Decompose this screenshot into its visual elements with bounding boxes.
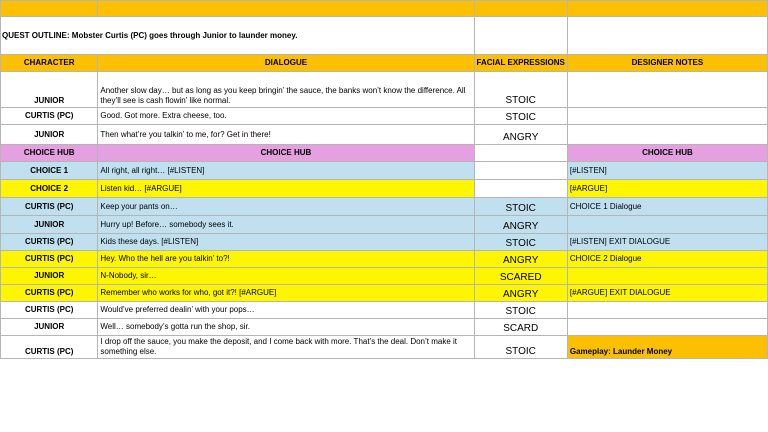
designer-notes-cell[interactable]: [#LISTEN] bbox=[567, 162, 767, 180]
dialogue-cell[interactable]: Hey. Who the hell are you talkin’ to?! bbox=[98, 251, 474, 268]
designer-notes-cell[interactable] bbox=[567, 302, 767, 319]
character-cell[interactable]: CURTIS (PC) bbox=[1, 198, 98, 216]
dialogue-row bbox=[1, 125, 768, 145]
character-cell[interactable]: CHOICE 2 bbox=[1, 180, 98, 198]
facial-expression-cell[interactable]: ANGRY bbox=[474, 251, 567, 268]
facial-expression-cell[interactable]: STOIC bbox=[474, 198, 567, 216]
dialogue-cell[interactable]: CHOICE HUB bbox=[98, 145, 474, 162]
dialogue-cell[interactable]: N-Nobody, sir… bbox=[98, 268, 474, 285]
dialogue-row bbox=[1, 72, 768, 108]
designer-notes-cell[interactable]: CHOICE 1 Dialogue bbox=[567, 198, 767, 216]
header-character[interactable]: CHARACTER bbox=[1, 55, 98, 72]
header-facial-expressions[interactable]: FACIAL EXPRESSIONS bbox=[474, 55, 567, 72]
dialogue-cell[interactable]: Well… somebody’s gotta run the shop, sir. bbox=[98, 319, 474, 336]
header-dialogue[interactable]: DIALOGUE bbox=[98, 55, 474, 72]
designer-notes-cell[interactable] bbox=[567, 268, 767, 285]
character-cell[interactable]: CURTIS (PC) bbox=[1, 108, 98, 125]
character-cell[interactable]: CHOICE 1 bbox=[1, 162, 98, 180]
quest-outline-row bbox=[1, 17, 768, 55]
character-cell[interactable]: JUNIOR bbox=[1, 216, 98, 234]
designer-notes-cell[interactable] bbox=[567, 319, 767, 336]
character-cell[interactable]: JUNIOR bbox=[1, 72, 98, 108]
character-cell[interactable]: CURTIS (PC) bbox=[1, 302, 98, 319]
band-cell[interactable] bbox=[1, 1, 98, 17]
facial-expression-cell[interactable]: ANGRY bbox=[474, 125, 567, 145]
character-cell[interactable]: JUNIOR bbox=[1, 319, 98, 336]
dialogue-cell[interactable]: Hurry up! Before… somebody sees it. bbox=[98, 216, 474, 234]
designer-notes-cell[interactable] bbox=[567, 125, 767, 145]
dialogue-row bbox=[1, 319, 768, 336]
dialogue-row bbox=[1, 336, 768, 359]
facial-expression-cell[interactable]: SCARD bbox=[474, 319, 567, 336]
dialogue-cell[interactable]: Keep your pants on… bbox=[98, 198, 474, 216]
character-cell[interactable]: JUNIOR bbox=[1, 125, 98, 145]
dialogue-row bbox=[1, 302, 768, 319]
dialogue-row bbox=[1, 145, 768, 162]
dialogue-cell[interactable]: Another slow day… but as long as you keep bringin’ the sauce, the banks won’t know the difference. All they’ll see is cash flowin’ like normal. bbox=[98, 72, 474, 108]
designer-notes-cell[interactable] bbox=[567, 216, 767, 234]
dialogue-row bbox=[1, 108, 768, 125]
facial-expression-cell[interactable]: SCARED bbox=[474, 268, 567, 285]
character-cell[interactable]: CURTIS (PC) bbox=[1, 251, 98, 268]
dialogue-row bbox=[1, 180, 768, 198]
dialogue-cell[interactable]: Then what’re you talkin’ to me, for? Get in there! bbox=[98, 125, 474, 145]
facial-expression-cell[interactable]: ANGRY bbox=[474, 285, 567, 302]
character-cell[interactable]: CURTIS (PC) bbox=[1, 285, 98, 302]
header-row bbox=[1, 55, 768, 72]
dialogue-cell[interactable]: I drop off the sauce, you make the deposit, and I come back with more. That’s the deal. Don’t make it something else. bbox=[98, 336, 474, 359]
facial-expression-cell[interactable] bbox=[474, 162, 567, 180]
dialogue-cell[interactable]: Remember who works for who, got it?! [#ARGUE] bbox=[98, 285, 474, 302]
dialogue-row bbox=[1, 198, 768, 216]
dialogue-cell[interactable]: Kids these days. [#LISTEN] bbox=[98, 234, 474, 251]
facial-expression-cell[interactable]: STOIC bbox=[474, 336, 567, 359]
facial-expression-cell[interactable]: STOIC bbox=[474, 108, 567, 125]
character-cell[interactable]: CURTIS (PC) bbox=[1, 336, 98, 359]
designer-notes-cell[interactable]: CHOICE 2 Dialogue bbox=[567, 251, 767, 268]
top-orange-band bbox=[1, 1, 768, 17]
designer-notes-cell[interactable]: [#LISTEN] EXIT DIALOGUE bbox=[567, 234, 767, 251]
quest-outline-cell[interactable]: QUEST OUTLINE: Mobster Curtis (PC) goes through Junior to launder money. bbox=[1, 17, 475, 55]
facial-expression-cell[interactable]: ANGRY bbox=[474, 216, 567, 234]
designer-notes-cell[interactable] bbox=[567, 72, 767, 108]
facial-expression-cell[interactable]: STOIC bbox=[474, 72, 567, 108]
character-cell[interactable]: CHOICE HUB bbox=[1, 145, 98, 162]
designer-notes-cell[interactable]: [#ARGUE] bbox=[567, 180, 767, 198]
dialogue-cell[interactable]: Good. Got more. Extra cheese, too. bbox=[98, 108, 474, 125]
facial-expression-cell[interactable] bbox=[474, 180, 567, 198]
facial-expression-cell[interactable] bbox=[474, 145, 567, 162]
dialogue-row bbox=[1, 285, 768, 302]
designer-notes-cell[interactable]: CHOICE HUB bbox=[567, 145, 767, 162]
dialogue-cell[interactable]: Listen kid… [#ARGUE] bbox=[98, 180, 474, 198]
empty-cell[interactable] bbox=[474, 17, 567, 55]
dialogue-cell[interactable]: Would’ve preferred dealin’ with your pops… bbox=[98, 302, 474, 319]
band-cell[interactable] bbox=[567, 1, 767, 17]
dialogue-row bbox=[1, 268, 768, 285]
band-cell[interactable] bbox=[98, 1, 474, 17]
dialogue-row bbox=[1, 251, 768, 268]
facial-expression-cell[interactable]: STOIC bbox=[474, 302, 567, 319]
dialogue-row bbox=[1, 234, 768, 251]
empty-cell[interactable] bbox=[567, 17, 767, 55]
character-cell[interactable]: JUNIOR bbox=[1, 268, 98, 285]
designer-notes-cell[interactable]: Gameplay: Launder Money bbox=[567, 336, 767, 359]
dialogue-row bbox=[1, 162, 768, 180]
header-designer-notes[interactable]: DESIGNER NOTES bbox=[567, 55, 767, 72]
dialogue-cell[interactable]: All right, all right… [#LISTEN] bbox=[98, 162, 474, 180]
dialogue-row bbox=[1, 216, 768, 234]
character-cell[interactable]: CURTIS (PC) bbox=[1, 234, 98, 251]
designer-notes-cell[interactable] bbox=[567, 108, 767, 125]
band-cell[interactable] bbox=[474, 1, 567, 17]
designer-notes-cell[interactable]: [#ARGUE] EXIT DIALOGUE bbox=[567, 285, 767, 302]
facial-expression-cell[interactable]: STOIC bbox=[474, 234, 567, 251]
